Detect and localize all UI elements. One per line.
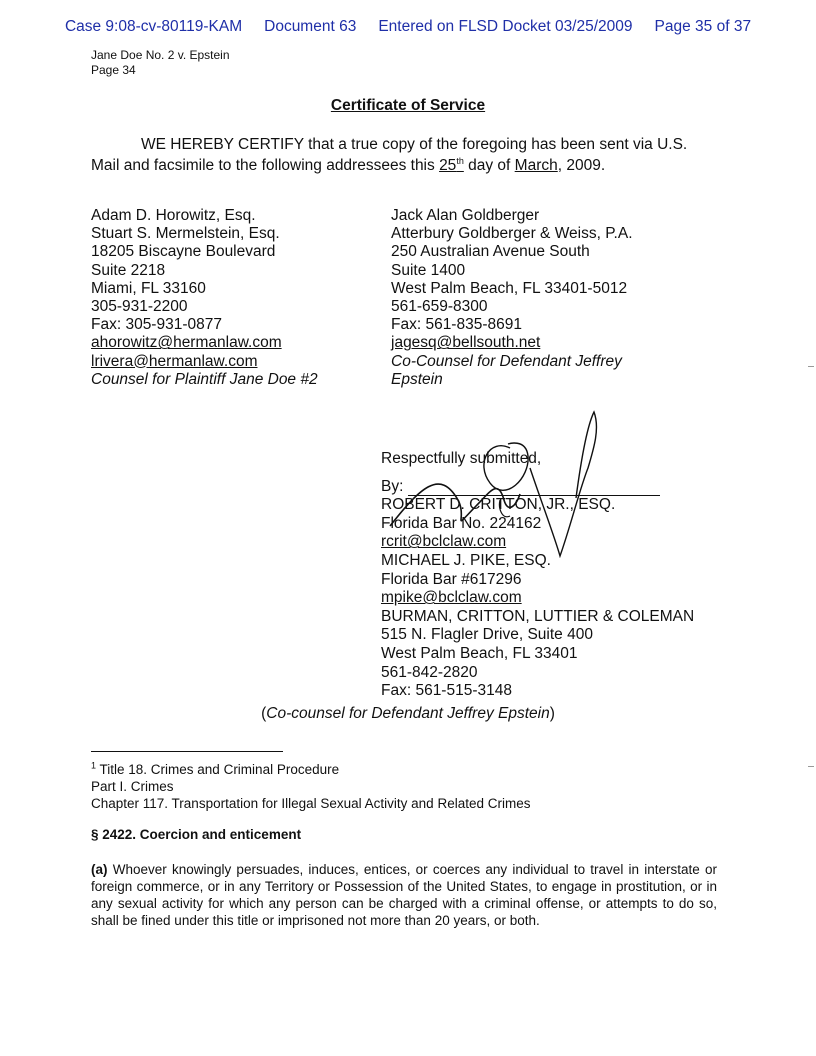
service-day <box>439 157 464 174</box>
signature-block <box>381 450 694 701</box>
docket-entry-date: Entered on FLSD Docket 03/25/2009 <box>378 18 633 35</box>
attorney-name: MICHAEL J. PIKE, ESQ. <box>381 551 551 569</box>
city-state-zip: West Palm Beach, FL 33401 <box>381 644 578 662</box>
address-line: Suite 2218 <box>91 261 166 279</box>
email-link[interactable]: lrivera@hermanlaw.com <box>91 352 258 370</box>
subsection-label: (a) <box>91 862 108 877</box>
email-link[interactable]: jagesq@bellsouth.net <box>391 334 541 352</box>
address-line: 250 Australian Avenue South <box>391 243 590 261</box>
certification-paragraph <box>91 134 731 176</box>
footnote-marker: 1 <box>91 760 97 771</box>
signature-rule <box>408 483 660 496</box>
addressee-defense-cocounsel <box>391 207 633 389</box>
address-line: 18205 Biscayne Boulevard <box>91 243 276 261</box>
document-number: Document 63 <box>264 18 357 35</box>
statute-section-title: § 2422. Coercion and enticement <box>91 827 302 842</box>
phone: 561-842-2820 <box>381 663 478 681</box>
docket-header <box>0 18 816 36</box>
day-of-text: day of <box>463 157 515 174</box>
service-year: , 2009. <box>557 157 606 174</box>
page-count: Page 35 of 37 <box>654 18 752 35</box>
email-link[interactable]: ahorowitz@hermanlaw.com <box>91 334 282 352</box>
phone: 561-659-8300 <box>391 298 488 316</box>
case-name: Jane Doe No. 2 v. Epstein <box>91 48 230 62</box>
certification-text: Mail and facsimile to the following addressees this <box>91 157 440 174</box>
cocounsel-designation <box>0 705 816 723</box>
statute-text <box>91 861 717 929</box>
firm-name: Atterbury Goldberger & Weiss, P.A. <box>391 225 633 243</box>
attorney-name: Jack Alan Goldberger <box>391 207 540 224</box>
email-link[interactable]: rcrit@bclclaw.com <box>381 533 507 551</box>
paren-close: ) <box>549 705 555 722</box>
address-line: West Palm Beach, FL 33401-5012 <box>391 279 628 297</box>
address-line: Suite 1400 <box>391 261 466 279</box>
counsel-role: Counsel for Plaintiff Jane Doe #2 <box>91 370 318 388</box>
attorney-name: ROBERT D. CRITTON, JR., ESQ. <box>381 496 616 514</box>
footnote-divider <box>91 751 283 752</box>
address-line: Miami, FL 33160 <box>91 279 206 297</box>
bar-number: Florida Bar #617296 <box>381 570 522 588</box>
counsel-role: Co-Counsel for Defendant Jeffrey <box>391 352 622 370</box>
scan-margin-mark <box>808 766 814 767</box>
footnote-line <box>91 761 530 778</box>
firm-name: BURMAN, CRITTON, LUTTIER & COLEMAN <box>381 607 695 625</box>
addressee-plaintiff-counsel <box>91 207 318 389</box>
footnote-text: Title 18. Crimes and Criminal Procedure <box>96 762 340 777</box>
fax: Fax: 561-835-8691 <box>391 316 522 334</box>
service-month: March <box>514 157 558 174</box>
certification-line-1: WE HEREBY CERTIFY that a true copy of the foregoing has been sent via U.S. <box>141 136 688 153</box>
fax: Fax: 305-931-0877 <box>91 316 222 334</box>
bar-number: Florida Bar No. 224162 <box>381 514 542 532</box>
case-caption <box>91 48 230 78</box>
day-suffix: th <box>456 155 464 166</box>
email-link[interactable]: mpike@bclclaw.com <box>381 589 522 607</box>
day-number: 25 <box>439 157 457 174</box>
footnote-line: Chapter 117. Transportation for Illegal Sexual Activity and Related Crimes <box>91 796 531 811</box>
attorney-name: Adam D. Horowitz, Esq. <box>91 207 256 224</box>
footnote <box>91 761 530 812</box>
scan-margin-mark <box>808 366 814 367</box>
cocounsel-text: Co-counsel for Defendant Jeffrey Epstein <box>266 705 550 722</box>
certification-line-2 <box>91 155 731 176</box>
counsel-role-continued: Epstein <box>391 370 443 388</box>
footnote-line: Part I. Crimes <box>91 779 174 794</box>
statute-body: Whoever knowingly persuades, induces, entices, or coerces any individual to travel in interstate or foreign commerce, or in any Territory or Possession of the United States, to engage in prostitution, or in any sexual activity for which any person can be charged with a criminal offense, or attempts to do so, shall be fined under this title or imprisoned not more than 20 years, or both. <box>91 862 717 928</box>
closing: Respectfully submitted, <box>381 450 542 467</box>
fax: Fax: 561-515-3148 <box>381 682 512 700</box>
street-address: 515 N. Flagler Drive, Suite 400 <box>381 626 593 644</box>
paren-open: ( <box>261 705 267 722</box>
attorney-name: Stuart S. Mermelstein, Esq. <box>91 225 280 243</box>
phone: 305-931-2200 <box>91 298 188 316</box>
signature-line <box>381 478 694 497</box>
page-label: Page 34 <box>91 63 136 77</box>
case-number: Case 9:08-cv-80119-KAM <box>64 18 243 35</box>
page-title: Certificate of Service <box>330 97 486 114</box>
by-label: By: <box>381 477 404 495</box>
